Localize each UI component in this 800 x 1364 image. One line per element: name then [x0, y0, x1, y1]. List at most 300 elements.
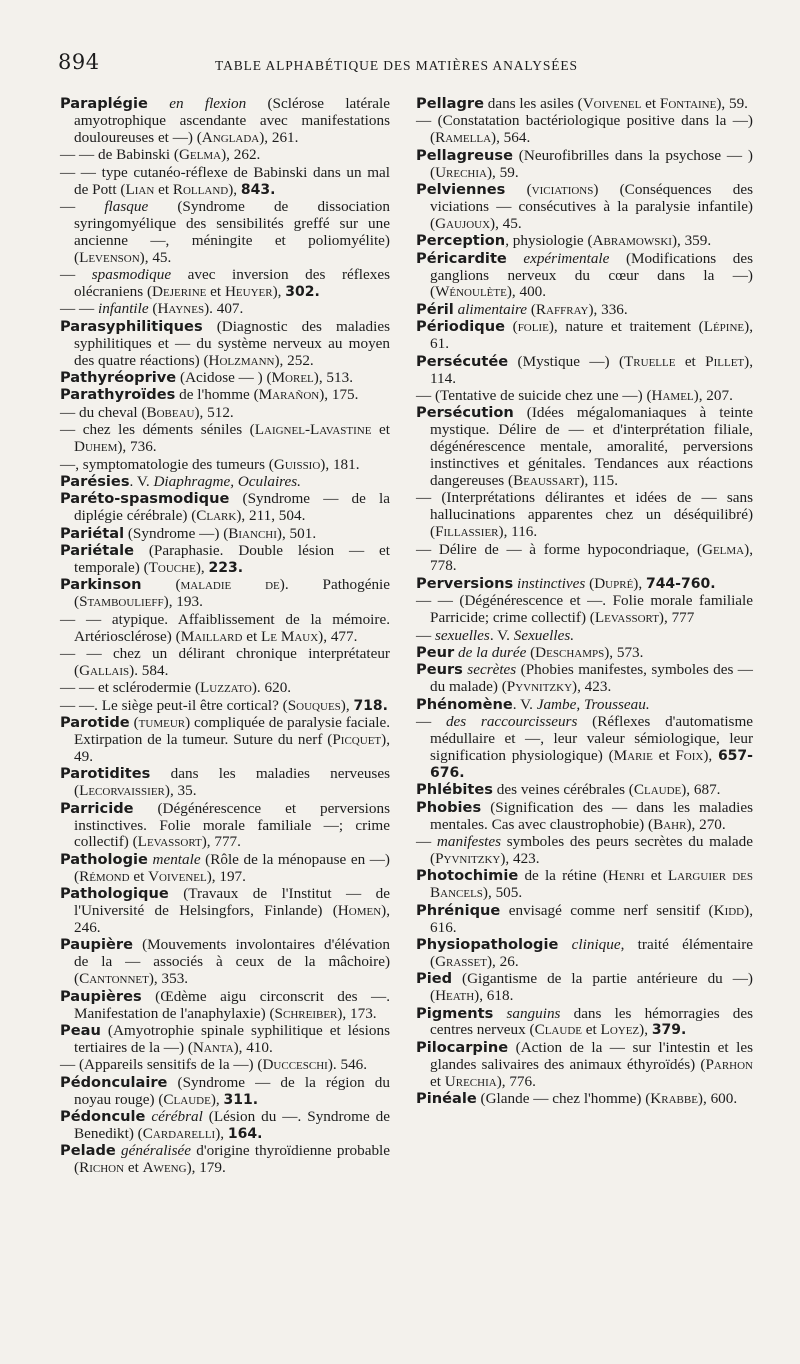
entry-text: —, symptomatologie des tumeurs (	[60, 455, 274, 473]
entry-keyword: Perception	[416, 232, 506, 250]
entry-text: Guissio	[273, 455, 321, 473]
entry-text: Lecorvaissier	[79, 782, 165, 800]
entry-text: —	[416, 713, 446, 731]
entry-text: Sexuelles.	[513, 626, 575, 644]
index-entry	[416, 714, 753, 782]
index-entry	[60, 457, 390, 474]
entry-text: Dejerine	[152, 282, 207, 300]
entry-page-ref: 843.	[240, 181, 276, 198]
entry-text: — — chez un délirant chronique interprétateur (	[60, 645, 390, 679]
entry-keyword: Pédonculaire	[60, 1073, 168, 1091]
entry-text: et	[206, 282, 225, 300]
index-entry	[416, 645, 753, 662]
index-entry	[60, 422, 390, 456]
index-entry	[60, 1109, 390, 1143]
entry-keyword: Pellagreuse	[416, 146, 513, 164]
entry-text: ), 505.	[482, 884, 523, 902]
entry-text: (Mouvements involontaires d'élévation de la — associés à ceux de la mâchoire) (	[74, 936, 390, 988]
entry-text: Le Maux	[261, 627, 319, 645]
entry-text: Hamel	[651, 386, 694, 404]
entry-keyword: Phobies	[416, 798, 482, 816]
index-entry	[416, 388, 753, 405]
entry-text: ),	[633, 574, 646, 592]
entry-keyword: Pathyréoprive	[60, 369, 177, 386]
entry-text: Voivenel	[148, 867, 207, 885]
entry-text: (Neurofibrilles dans la psychose — ) (	[430, 146, 753, 181]
entry-text: tumeur	[138, 714, 186, 732]
entry-text: Picquet	[332, 731, 382, 749]
index-entry	[60, 474, 390, 491]
entry-text: Maillard	[180, 627, 243, 645]
entry-keyword: Peur	[416, 644, 455, 661]
entry-text: Beaussart	[513, 471, 580, 489]
entry-text: et	[371, 421, 390, 439]
entry-text: ), 262.	[221, 146, 261, 164]
entry-keyword: Persécutée	[416, 352, 509, 370]
entry-text: ), 564.	[491, 129, 531, 147]
entry-text: Kidd	[713, 901, 745, 919]
entry-text: Levassort	[594, 609, 659, 627]
entry-text: ), 423.	[572, 678, 612, 696]
entry-page-ref: 744-760.	[645, 575, 716, 592]
entry-page-ref: 302.	[285, 283, 320, 300]
entry-text: Grasset	[435, 952, 487, 970]
entry-keyword: Peurs	[416, 661, 463, 679]
entry-text: folie	[517, 318, 549, 336]
entry-text: et	[675, 352, 706, 370]
entry-text: dans les maladies nerveuses (	[74, 765, 390, 800]
entry-text: sexuelles	[434, 626, 490, 644]
entry-text: (	[148, 300, 158, 318]
entry-keyword: Parkinson	[60, 576, 142, 594]
index-entry	[60, 989, 390, 1023]
entry-keyword: Péricardite	[416, 249, 507, 267]
entry-text: alimentaire	[457, 300, 528, 318]
index-entry	[60, 491, 390, 525]
entry-text: ), 115.	[579, 471, 619, 489]
entry-text	[507, 250, 524, 267]
entry-text: Homen	[337, 902, 382, 920]
entry-text: et	[129, 867, 149, 885]
index-entry	[60, 801, 390, 852]
index-entry	[60, 301, 390, 318]
entry-text: (Œdème aigu circonscrit des —. Manifestation de l'anaphylaxie) (	[74, 987, 390, 1022]
entry-keyword: Péril	[416, 300, 454, 318]
entry-keyword: Parasyphilitiques	[60, 317, 203, 335]
entry-text: ), 252.	[274, 351, 314, 369]
entry-text: secrètes	[467, 661, 517, 679]
entry-text: — —	[60, 300, 98, 318]
index-entry	[416, 971, 753, 1005]
entry-text: — — et sclérodermie (	[60, 679, 201, 697]
entry-text: ),	[210, 1090, 224, 1108]
entry-page-ref: 657-676.	[430, 747, 753, 781]
entry-text: Ramella	[435, 129, 492, 147]
entry-text: (Syndrome — de la diplégie cérébrale) (	[74, 490, 390, 525]
entry-text: ), 353.	[148, 970, 189, 988]
entry-text: ), 175.	[319, 386, 359, 404]
entry-text: ). 620.	[251, 679, 292, 697]
index-entry	[416, 319, 753, 353]
entry-text: (	[505, 318, 518, 336]
entry-text: d'origine thyroïdienne probable (	[74, 1142, 390, 1177]
entry-text: ),	[340, 696, 354, 714]
entry-text: Jambe, Trousseau.	[536, 695, 650, 713]
running-head: TABLE ALPHABÉTIQUE DES MATIÈRES ANALYSÉES	[215, 58, 578, 73]
entry-text: Souques	[287, 696, 341, 714]
entry-text: ), 61.	[430, 318, 753, 353]
entry-text: Urechia	[435, 163, 487, 181]
entry-keyword: Peau	[60, 1021, 101, 1039]
entry-text: Raffray	[535, 300, 589, 318]
entry-page-ref: 164.	[227, 1125, 263, 1142]
entry-text: de la rétine (	[518, 867, 608, 885]
entry-keyword: Phlébites	[416, 781, 493, 799]
entry-page-ref: 311.	[223, 1091, 259, 1108]
entry-text: (Paraphasie. Double lésion — et temporale) (	[74, 542, 390, 576]
entry-text: Voivenel	[582, 95, 642, 112]
entry-text: , physiologie (	[505, 232, 593, 250]
entry-keyword: Pinéale	[416, 1090, 477, 1108]
entry-text: Clark	[196, 507, 237, 525]
entry-text	[148, 95, 169, 112]
entry-keyword: Phrénique	[416, 901, 501, 919]
entry-text: ), 26.	[487, 952, 519, 970]
entry-text: et	[242, 627, 262, 645]
index-entry	[416, 182, 753, 233]
entry-keyword: Parotide	[60, 714, 130, 732]
entry-text: (Sclérose latérale amyotrophique ascendante avec manifestations douloureuses et —) (	[74, 95, 390, 146]
entry-text: en flexion	[169, 95, 247, 112]
entry-text: . V.	[129, 472, 154, 490]
index-entry	[416, 937, 753, 971]
entry-text: Richon	[79, 1159, 125, 1177]
entry-keyword: Pariétale	[60, 542, 134, 560]
entry-keyword: Parotidites	[60, 765, 151, 783]
entry-text: ),	[228, 180, 241, 198]
entry-text: Heath	[435, 987, 475, 1005]
entry-text: Heuyer	[224, 282, 273, 300]
entry-text: ), 114.	[430, 352, 753, 387]
entry-text: Diaphragme, Oculaires.	[153, 472, 301, 490]
index-entry	[60, 937, 390, 988]
entry-text: instinctives	[517, 574, 586, 592]
entry-text: sanguins	[506, 1004, 561, 1022]
entry-text: (	[129, 714, 139, 732]
index-entry	[416, 148, 753, 182]
entry-text: (Amyotrophie spinale syphilitique et lésions tertiaires de la —) (	[74, 1021, 390, 1056]
entry-text: — — de Babinski (	[60, 146, 179, 164]
entry-text: Loyez	[600, 1021, 640, 1039]
entry-text: ), 193.	[163, 593, 203, 611]
entry-text: ), 600.	[697, 1090, 738, 1108]
entry-text: — —. Le siège peut-il être cortical? (	[60, 696, 288, 714]
entry-text: Lépine	[703, 318, 745, 336]
entry-text: (Syndrome de dissociation syringomyélique des sensibilités greffé sur une ancienne —, méningite et poliomyélite) (	[74, 197, 390, 266]
entry-text: Gaujoux	[435, 214, 491, 232]
entry-text: Claude	[163, 1090, 211, 1108]
index-entry	[60, 698, 390, 715]
entry-text: expérimentale	[523, 249, 610, 267]
entry-text: (Signification des — dans les maladies mentales. Cas avec claustrophobie) (	[430, 798, 753, 833]
entry-text: (Phobies manifestes, symboles des — du malade) (	[430, 661, 753, 696]
entry-keyword: Physiopathologie	[416, 935, 559, 953]
entry-text: ), 777	[658, 609, 695, 627]
entry-text: Pillet	[705, 352, 745, 370]
entry-text: Luzzato	[200, 679, 252, 697]
entry-keyword: Paupière	[60, 936, 133, 954]
entry-text: Krabbe	[650, 1090, 698, 1108]
entry-text	[558, 936, 571, 953]
entry-text: ), 59.	[486, 163, 519, 181]
entry-text: ), 410.	[233, 1038, 273, 1056]
entry-keyword: Paréto-spasmodique	[60, 490, 230, 508]
entry-text: —	[60, 197, 105, 215]
entry-text: ), 512.	[194, 403, 234, 421]
index-column-left	[60, 96, 390, 1178]
entry-text: — chez les déments séniles (	[60, 421, 255, 439]
entry-text: (Dégénérescence et perversions instinctives. Folie morale familiale —; crime collectif) (	[74, 799, 390, 851]
entry-keyword: Paraplégie	[60, 95, 148, 112]
entry-text: Cardarelli	[142, 1124, 216, 1142]
entry-text: Dupré	[594, 574, 634, 592]
entry-text: Lian	[125, 180, 155, 198]
entry-text: ), 776.	[496, 1072, 536, 1090]
index-entry	[60, 646, 390, 680]
index-entry	[60, 1023, 390, 1057]
entry-text: maladie de	[180, 576, 280, 594]
entry-text: (Syndrome — de la région du noyau rouge) (	[74, 1073, 390, 1108]
entry-text: Stamboulieff	[79, 593, 164, 611]
index-entry	[60, 96, 390, 147]
entry-text: — — atypique. Affaiblissement de la mémoire. Artériosclérose) (	[60, 610, 390, 645]
entry-text: Morel	[271, 369, 314, 386]
index-entry	[60, 147, 390, 164]
index-entry	[60, 680, 390, 697]
index-entry	[416, 1006, 753, 1040]
index-entry	[60, 577, 390, 611]
entry-keyword: Persécution	[416, 404, 514, 422]
index-entry	[60, 387, 390, 404]
entry-text: viciations	[531, 181, 594, 199]
entry-text: spasmodique	[91, 266, 172, 284]
index-entry	[416, 354, 753, 388]
index-entry	[416, 576, 753, 593]
entry-text: et	[581, 1021, 601, 1039]
entry-text: ). 584.	[129, 661, 169, 679]
entry-text: infantile	[97, 300, 149, 318]
entry-text: — — (Dégénérescence et —. Folie morale familiale Parricide; crime collectif) (	[416, 592, 753, 627]
entry-text: Henri	[607, 867, 645, 885]
entry-text: ), 49.	[74, 731, 390, 765]
entry-text: . V.	[489, 626, 514, 644]
index-entry	[416, 697, 753, 714]
index-entry	[60, 526, 390, 543]
entry-keyword: Pellagre	[416, 95, 484, 112]
index-entry	[416, 1040, 753, 1091]
entry-text: Pyvnitzky	[506, 678, 573, 696]
entry-text: (Acidose — ) (	[176, 369, 272, 386]
entry-keyword: Pariétal	[60, 524, 125, 542]
entry-text: ), 45.	[139, 248, 172, 266]
entry-text: — Délire de — à forme hypocondriaque, (	[416, 540, 702, 558]
entry-text: Gelma	[178, 146, 222, 164]
entry-text: ), 400.	[506, 283, 547, 301]
entry-keyword: Parésies	[60, 472, 130, 490]
index-entry	[416, 96, 753, 113]
entry-text: Parhon	[705, 1055, 753, 1073]
index-entry	[416, 113, 753, 147]
entry-keyword: Pigments	[416, 1004, 494, 1022]
entry-text: ), 211, 504.	[236, 507, 306, 525]
entry-keyword: Parricide	[60, 799, 134, 817]
index-entry	[60, 886, 390, 937]
entry-text: ). 407.	[204, 300, 244, 318]
index-entry	[60, 852, 390, 886]
index-entry	[416, 903, 753, 937]
entry-text: Foix	[675, 746, 704, 764]
entry-keyword: Pilocarpine	[416, 1038, 509, 1056]
entry-text: ), 736.	[117, 438, 157, 456]
index-entry	[416, 834, 753, 868]
entry-text: Larguier des Bancels	[430, 867, 753, 902]
index-entry	[416, 868, 753, 902]
entry-keyword: Pathologie	[60, 850, 148, 868]
index-entry	[60, 319, 390, 370]
index-entry	[60, 405, 390, 422]
entry-text: des raccourcisseurs	[445, 713, 578, 731]
entry-keyword: Parathyroïdes	[60, 386, 176, 404]
entry-text: ), 501.	[276, 524, 317, 542]
entry-text: Holzmann	[208, 351, 275, 369]
entry-text: ), 336.	[588, 300, 628, 318]
entry-keyword: Phénomène	[416, 695, 513, 713]
entry-text: Rolland	[172, 180, 229, 198]
entry-text: ), 246.	[74, 902, 390, 936]
index-entry	[60, 199, 390, 267]
entry-text: Deschamps	[535, 644, 605, 661]
entry-text: Gelma	[702, 540, 745, 558]
entry-text: ) compliquée de paralysie faciale. Extirpation de la tumeur. Suture du nerf (	[74, 714, 390, 749]
entry-text: Claude	[534, 1021, 582, 1039]
entry-text: Fontaine	[659, 95, 717, 112]
entry-text: ), 359.	[671, 232, 712, 250]
entry-text: avec inversion des réflexes olécraniens (	[74, 266, 390, 300]
entry-keyword: Photochimie	[416, 867, 519, 885]
entry-text: (	[527, 300, 536, 318]
entry-text: Gallais	[79, 661, 130, 679]
entry-text: flasque	[104, 197, 149, 215]
entry-text: et	[644, 867, 668, 885]
index-entry	[60, 267, 390, 301]
entry-text: clinique	[571, 935, 621, 953]
index-entry	[416, 800, 753, 834]
entry-text: — (Interprétations délirantes et idées de — sans hallucinations apparentes chez un déséquilibré) (	[416, 489, 753, 541]
index-entry	[60, 715, 390, 766]
entry-text: (Travaux de l'Institut — de l'Université de Helsingfors, Finlande) (	[74, 885, 390, 920]
entry-text: ),	[272, 282, 286, 300]
entry-text: ), 261.	[259, 128, 299, 146]
entry-text: (Idées mégalomaniaques à teinte mystique. Délire de — et d'interprétation filiale, dégénérescence mentale, amoralité, perversions instinctives et génitales. Tendances aux réactions dangereuses (	[430, 404, 753, 489]
entry-text: dans les asiles (	[484, 95, 583, 112]
entry-text: ). Pathogénie (	[74, 576, 390, 611]
entry-keyword: Pathologique	[60, 885, 169, 903]
index-entry	[416, 302, 753, 319]
entry-text: généralisée	[121, 1142, 192, 1160]
entry-text: . V.	[512, 695, 537, 713]
entry-keyword: Pied	[416, 970, 453, 988]
index-entry	[416, 490, 753, 541]
entry-text: ), 513.	[313, 369, 354, 386]
entry-text: , traité élémentaire (	[430, 935, 754, 970]
index-entry	[60, 543, 390, 577]
entry-text: ), 618.	[474, 987, 514, 1005]
entry-text: mentale	[152, 850, 201, 868]
entry-text: (Réflexes d'automatisme médullaire et —, leur valeur sémiologique, leur signification physiologique) (	[430, 713, 754, 764]
entry-text: (Gigantisme de la partie antérieure du —) (	[430, 970, 753, 1005]
entry-text: (Rôle de la ménopause en —) (	[74, 850, 390, 885]
entry-keyword: Perversions	[416, 574, 514, 592]
index-entry	[416, 251, 753, 302]
entry-text: Wénoulète	[435, 283, 507, 301]
entry-text: ), 181.	[320, 455, 360, 473]
entry-text: de l'homme (	[175, 386, 259, 404]
entry-text: Levenson	[79, 248, 140, 266]
index-entry	[60, 612, 390, 646]
entry-text: et	[154, 180, 173, 198]
entry-text: ), 573.	[604, 644, 644, 661]
entry-text: ), 423.	[500, 849, 540, 867]
entry-text: —	[416, 832, 437, 850]
entry-text: —	[416, 626, 435, 644]
entry-text: (	[505, 181, 532, 199]
entry-text: (	[526, 644, 536, 661]
entry-text: (	[141, 576, 181, 594]
entry-text: Pyvnitzky	[435, 849, 501, 867]
entry-text: ), 207.	[693, 386, 733, 404]
entry-keyword: Pédoncule	[60, 1107, 146, 1125]
entry-text: ), 59.	[716, 95, 748, 112]
entry-page-ref: 379.	[651, 1022, 687, 1039]
entry-text: et	[430, 1072, 445, 1090]
entry-text: cérébral	[151, 1107, 203, 1125]
entry-text: dans les hémorragies des centres nerveux (	[430, 1004, 753, 1039]
entry-text: ), 270.	[686, 815, 726, 833]
entry-text: (Lésion du —. Syndrome de Benedikt) (	[74, 1107, 390, 1142]
entry-text: (Action de la — sur l'intestin et les glandes salivaires des animaux éthyroïdés) (	[430, 1038, 753, 1073]
entry-text: Bianchi	[228, 524, 277, 542]
entry-text: et	[652, 746, 676, 764]
entry-text: Urechia	[444, 1072, 497, 1090]
entry-text: Fillassier	[435, 523, 499, 541]
entry-text: ), nature et traitement (	[548, 318, 704, 336]
entry-text: — — type cutanéo-réflexe de Babinski dans un mal de Pott (	[60, 163, 390, 198]
entry-text: (Syndrome —) (	[124, 524, 229, 542]
entry-text: et	[641, 95, 660, 112]
index-entry	[416, 1091, 753, 1108]
entry-text: ) (Conséquences des viciations — consécutives à la paralysie infantile) (	[430, 181, 754, 232]
entry-text: (Diagnostic des maladies syphilitiques et — du système nerveux au moyen des quatre réactions) (	[74, 317, 390, 369]
entry-keyword: Paupières	[60, 987, 142, 1005]
entry-text: et	[124, 1159, 143, 1177]
entry-text: Aweng	[142, 1159, 187, 1177]
entry-text: — (Constatation bactériologique positive dans la —) (	[416, 112, 753, 147]
entry-text: ), 173.	[337, 1004, 377, 1022]
entry-page-ref: 223.	[208, 559, 244, 576]
entry-text: Abramowski	[592, 232, 672, 250]
page-number: 894	[58, 50, 100, 74]
entry-text: — (Appareils sensitifs de la —) (	[60, 1056, 263, 1074]
